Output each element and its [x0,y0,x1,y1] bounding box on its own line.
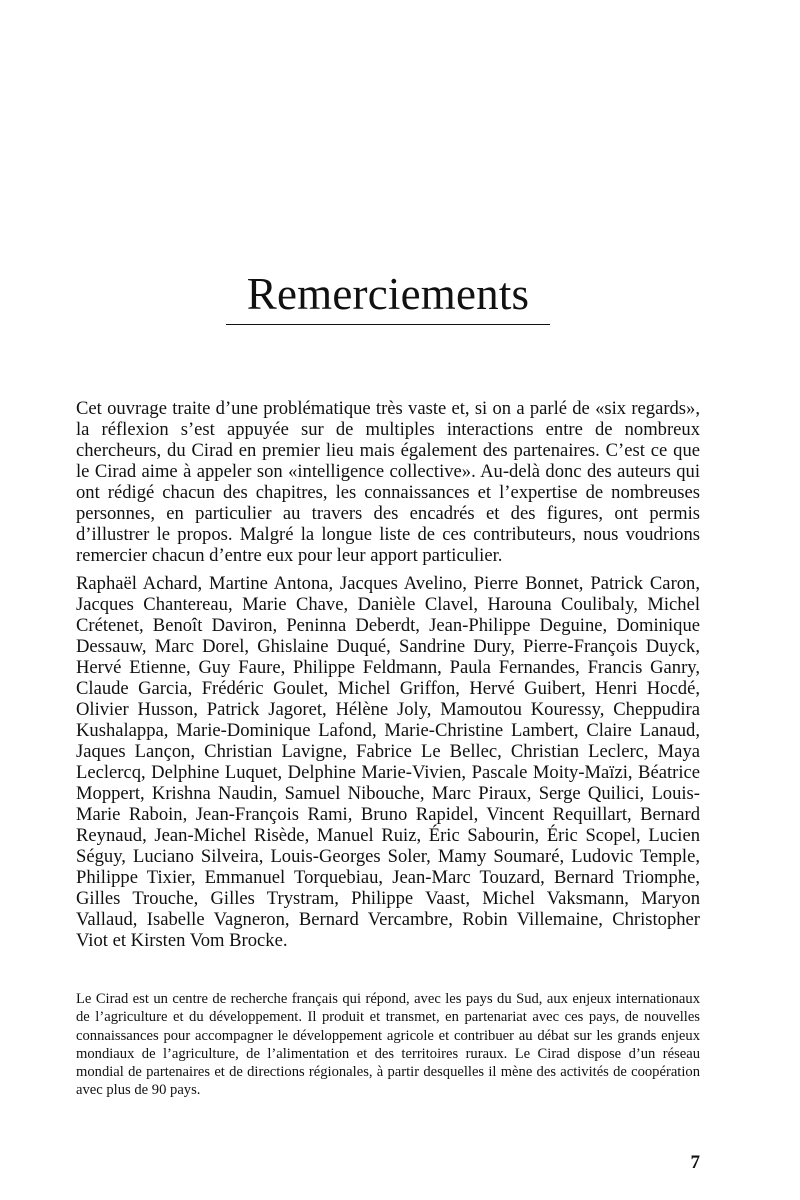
page-title: Remerciements [246,269,530,319]
intro-paragraph: Cet ouvrage traite d’une problématique très vaste et, si on a parlé de «six regards», la réflexion s’est appuyée sur de multiples interactions entre de nombreux chercheurs, du Cirad en premier lieu mais également des partenaires. C’est ce que le Cirad aime à appeler son «intelligence collective». Au-delà donc des auteurs qui ont rédigé chacun des chapitres, les connaissances et l’expertise de nombreuses personnes, en particulier au travers des encadrés et des figures, ont permis d’illustrer le propos. Malgré la longue liste de ces contributeurs, nous voudrions remercier chacun d’entre eux pour leur apport particulier. [76,398,700,566]
cirad-footnote: Le Cirad est un centre de recherche français qui répond, avec les pays du Sud, aux enjeux internationaux de l’agriculture et du développement. Il produit et transmet, en partenariat avec ces pays, de nouvelles connaissances pour accompagner le développement agricole et contribuer au débat sur les grands enjeux mondiaux de l’agriculture, de l’alimentation et des territoires ruraux. Le Cirad dispose d’un réseau mondial de partenaires et de directions régionales, à partir desquelles il mène des activités de coopération avec plus de 90 pays. [76,991,700,1099]
contributors-paragraph: Raphaël Achard, Martine Antona, Jacques Avelino, Pierre Bonnet, Patrick Caron, Jacques Chantereau, Marie Chave, Danièle Clavel, Harouna Coulibaly, Michel Crétenet, Benoît Daviron, Peninna Deberdt, Jean-Philippe Deguine, Dominique Dessauw, Marc Dorel, Ghislaine Duqué, Sandrine Dury, Pierre-François Duyck, Hervé Etienne, Guy Faure, Philippe Feldmann, Paula Fernandes, Francis Ganry, Claude Garcia, Frédéric Goulet, Michel Griffon, Hervé Guibert, Henri Hocdé, Olivier Husson, Patrick Jagoret, Hélène Joly, Mamoutou Kouressy, Cheppudira Kushalappa, Marie-Dominique Lafond, Marie-Christine Lambert, Claire Lanaud, Jaques Lançon, Christian Lavigne, Fabrice Le Bellec, Christian Leclerc, Maya Leclercq, Delphine Luquet, Delphine Marie-Vivien, Pascale Moity-Maïzi, Béatrice Moppert, Krishna Naudin, Samuel Nibouche, Marc Piraux, Serge Quilici, Louis-Marie Raboin, Jean-François Rami, Bruno Rapidel, Vincent Requillart, Bernard Reynaud, Jean-Michel Risède, Manuel Ruiz, Éric Sabourin, Éric Scopel, Lucien Séguy, Luciano Silveira, Louis-Georges Soler, Mamy Soumaré, Ludovic Temple, Philippe Tixier, Emmanuel Torquebiau, Jean-Marc Touzard, Bernard Triomphe, Gilles Trouche, Gilles Trystram, Philippe Vaast, Michel Vaksmann, Maryon Vallaud, Isabelle Vagneron, Bernard Vercambre, Robin Villemaine, Christopher Viot et Kirsten Vom Brocke. [76,573,700,951]
title-underline [226,324,550,325]
page-number: 7 [690,1152,700,1173]
